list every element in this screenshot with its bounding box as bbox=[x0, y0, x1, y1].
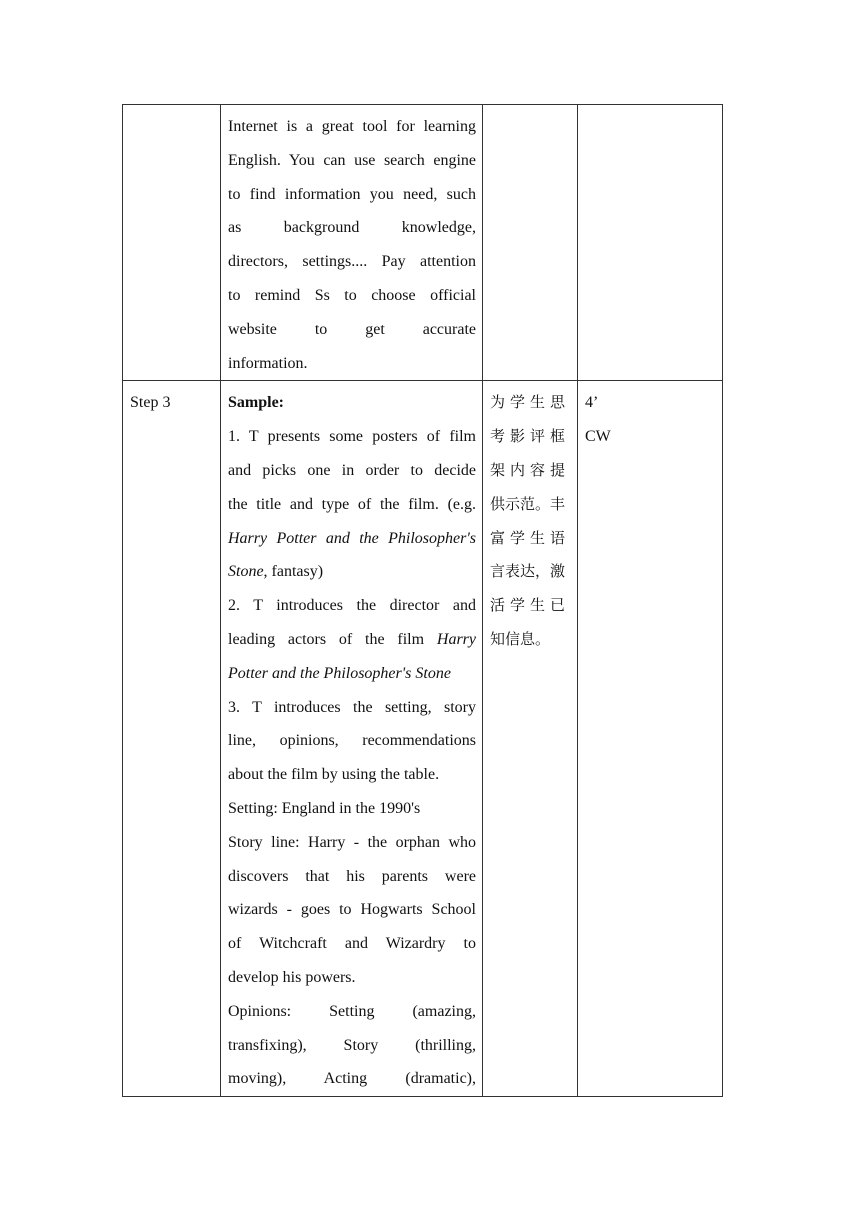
text-line: 1. T presents some posters of film bbox=[228, 428, 476, 446]
table-row bbox=[123, 381, 723, 1097]
film-title: Potter and the Philosopher's Stone bbox=[228, 664, 451, 682]
time-value: 4’ bbox=[585, 394, 599, 412]
step-cell bbox=[123, 381, 221, 1097]
text-line: Setting: England in the 1990's bbox=[228, 799, 421, 817]
text-fragment: , fantasy) bbox=[263, 563, 324, 581]
time-cell bbox=[578, 105, 723, 381]
film-title: Harry Potter and the Philosopher's bbox=[228, 529, 476, 547]
activity-cell bbox=[221, 105, 483, 381]
purpose-line: 活学生已 bbox=[490, 596, 571, 615]
text-line: directors, settings.... Pay attention bbox=[228, 253, 476, 271]
purpose-line: 为学生思 bbox=[490, 393, 571, 412]
text-line: website to get accurate bbox=[228, 320, 476, 338]
lesson-plan-table bbox=[122, 104, 723, 1097]
activity-cell bbox=[221, 381, 483, 1097]
purpose-cell bbox=[483, 105, 578, 381]
sample-heading: Sample: bbox=[228, 394, 284, 412]
film-title: Stone bbox=[228, 563, 264, 581]
text-line: 3. T introduces the setting, story bbox=[228, 698, 476, 716]
text-line: line, opinions, recommendations bbox=[228, 732, 476, 750]
step-label: Step 3 bbox=[130, 394, 171, 412]
text-line: Opinions: Setting (amazing, bbox=[228, 1002, 476, 1020]
text-line: the title and type of the film. (e.g. bbox=[228, 495, 476, 513]
text-line: as background knowledge, bbox=[228, 219, 476, 237]
text-line: discovers that his parents were bbox=[228, 867, 476, 885]
table-row bbox=[123, 105, 723, 381]
text-line: about the film by using the table. bbox=[228, 766, 440, 784]
text-line: Story line: Harry - the orphan who bbox=[228, 833, 476, 851]
purpose-line: 言表达，激 bbox=[490, 562, 566, 581]
purpose-line: 富学生语 bbox=[490, 528, 571, 547]
step-cell bbox=[123, 105, 221, 381]
text-line: and picks one in order to decide bbox=[228, 461, 476, 479]
text-fragment: leading actors of the film bbox=[228, 630, 437, 648]
text-line: to find information you need, such bbox=[228, 185, 476, 203]
text-line: 2. T introduces the director and bbox=[228, 597, 476, 615]
purpose-line: 考影评框 bbox=[490, 427, 571, 446]
text-line: develop his powers. bbox=[228, 968, 356, 986]
purpose-line: 知信息。 bbox=[490, 629, 551, 648]
purpose-cell bbox=[483, 381, 578, 1097]
text-line: moving), Acting (dramatic), bbox=[228, 1070, 476, 1088]
purpose-line: 供示范。丰 bbox=[490, 494, 566, 513]
text-line: English. You can use search engine bbox=[228, 151, 476, 169]
text-line: to remind Ss to choose official bbox=[228, 286, 476, 304]
text-line: wizards - goes to Hogwarts School bbox=[228, 901, 476, 919]
time-cell bbox=[578, 381, 723, 1097]
text-line: information. bbox=[228, 354, 308, 372]
text-line: transfixing), Story (thrilling, bbox=[228, 1036, 476, 1054]
purpose-line: 架内容提 bbox=[490, 460, 571, 479]
text-line: of Witchcraft and Wizardry to bbox=[228, 935, 476, 953]
text-line: Internet is a great tool for learning bbox=[228, 118, 476, 135]
film-title: Harry bbox=[436, 630, 476, 648]
mode-value: CW bbox=[585, 428, 611, 446]
